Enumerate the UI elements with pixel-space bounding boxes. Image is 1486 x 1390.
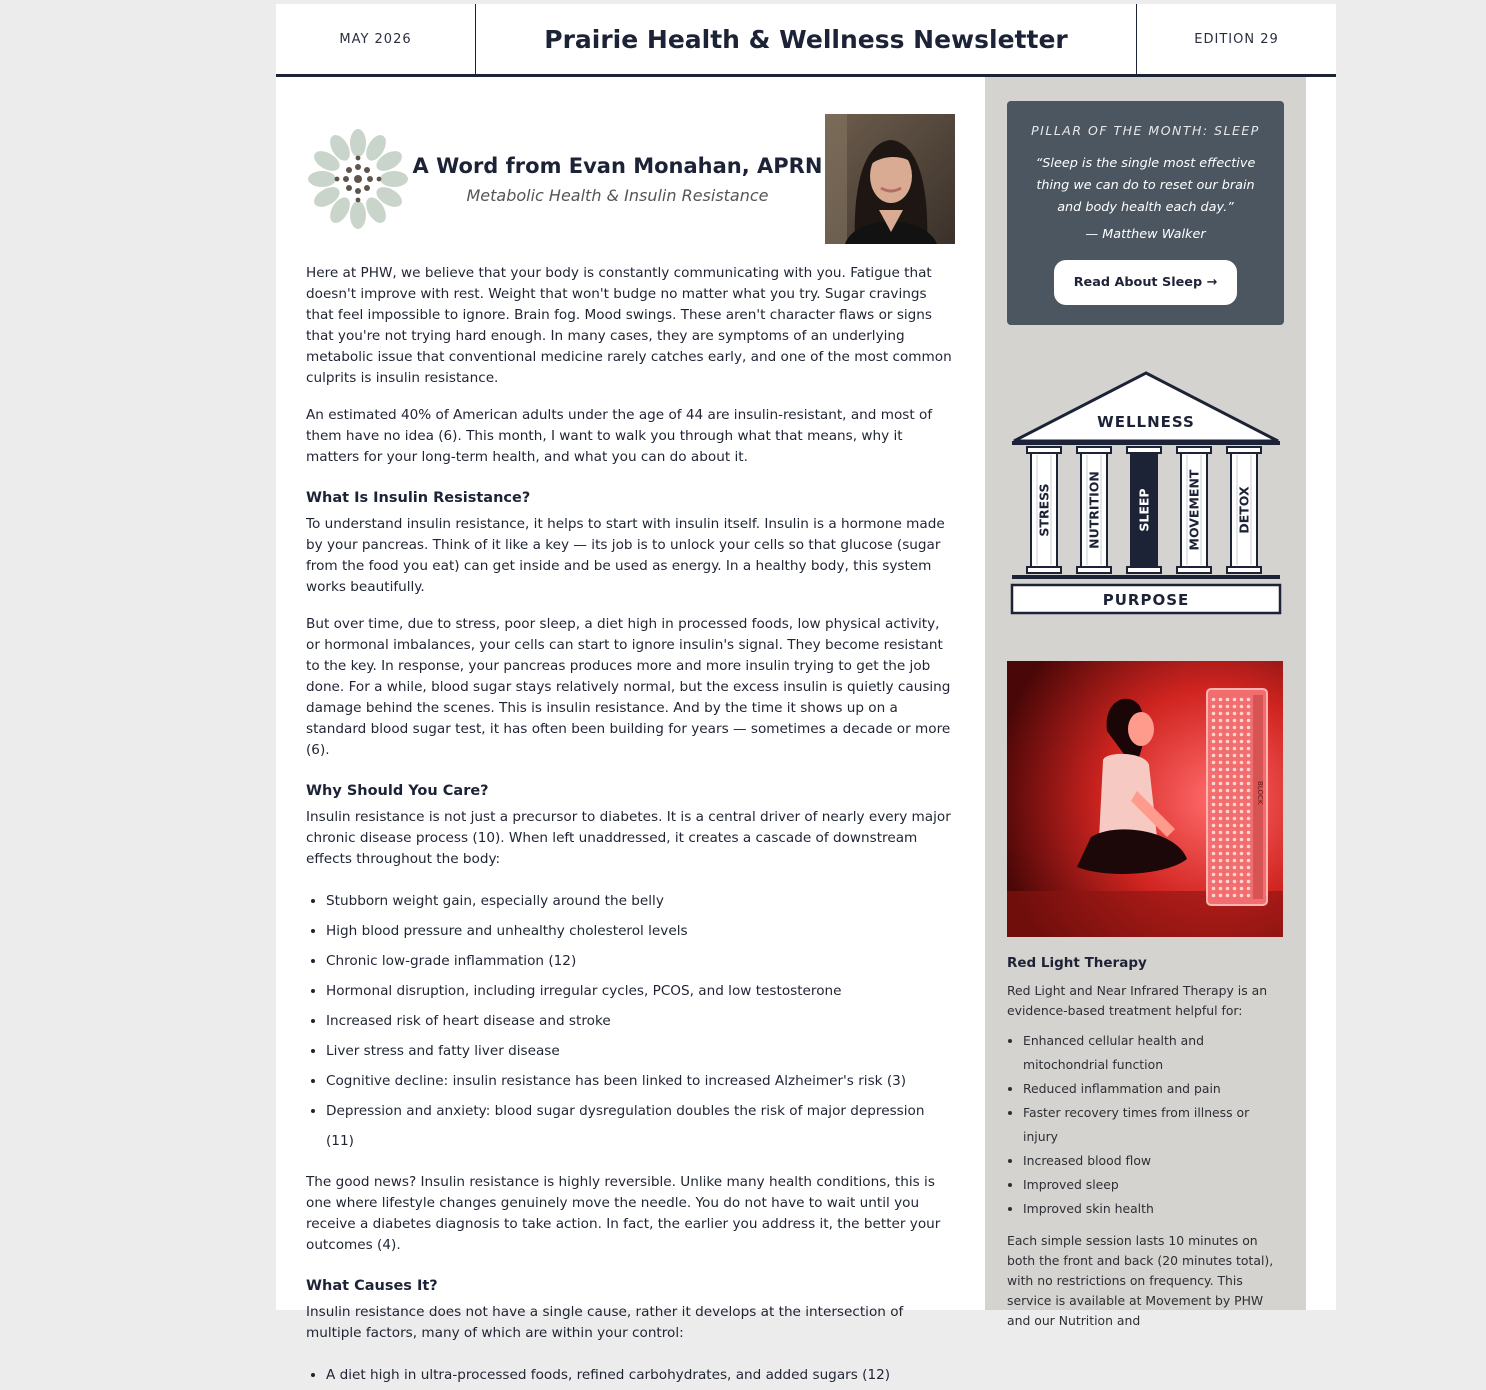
- newsletter: [276, 4, 1336, 1383]
- newsletter-title: Prairie Health & Wellness Newsletter: [544, 24, 1068, 54]
- pillar-detox: [1227, 447, 1261, 573]
- list-item: • Increased risk of heart disease and stroke: [326, 1006, 955, 1036]
- section-heading: What Is Insulin Resistance?: [306, 490, 531, 506]
- pillar-label: STRESS: [1036, 483, 1051, 537]
- author-heading: A Word from Evan Monahan, APRN: [412, 153, 823, 178]
- wellness-temple-diagram: [1008, 369, 1284, 617]
- list-item: • Increased blood flow: [1023, 1149, 1284, 1173]
- paragraph: The good news? Insulin resistance is highly reversible. Unlike many health conditions, this is one where lifestyle changes genuinely move the needle. You do not have to wait until you receive a diabetes diagnosis to take action. In fact, the earlier you address it, the better your outcomes (4).: [306, 1174, 941, 1253]
- list-item: • Enhanced cellular health and mitochondrial function: [1023, 1029, 1284, 1077]
- pillar-movement: [1177, 447, 1211, 573]
- paragraph: Insulin resistance is not just a precursor to diabetes. It is a central driver of nearly every major chronic disease process (10). When left unaddressed, it creates a cascade of downstream effects throughout the body:: [306, 809, 951, 867]
- panel-brand-label: BLOCK: [1256, 781, 1264, 805]
- list-item: • High blood pressure and unhealthy cholesterol levels: [326, 916, 955, 946]
- read-about-sleep-button[interactable]: Read About Sleep →: [1054, 260, 1238, 305]
- paragraph: An estimated 40% of American adults under the age of 44 are insulin-resistant, and most of them have no idea (6). This month, I want to walk you through what that means, why it matters for your long-term health, and what you can do about it.: [306, 407, 933, 465]
- issue-date: MAY 2026: [276, 4, 476, 74]
- pillar-of-month-card: [1007, 101, 1284, 325]
- red-light-title: Red Light Therapy: [1007, 955, 1147, 971]
- pillar-nutrition: [1077, 447, 1111, 573]
- pillar-sleep: [1127, 447, 1161, 573]
- red-light-therapy-photo: [1007, 661, 1283, 937]
- list-item: • Improved sleep: [1023, 1173, 1284, 1197]
- author-portrait: [825, 114, 955, 244]
- list-item: • Hormonal disruption, including irregular cycles, PCOS, and low testosterone: [326, 976, 955, 1006]
- quote-author: — Matthew Walker: [1085, 227, 1206, 242]
- paragraph: To understand insulin resistance, it helps to start with insulin itself. Insulin is a hormone made by your pancreas. Think of it like a key — its job is to unlock your cells so that glucose (sugar from the food you eat) can get inside and be used as energy. In a healthy body, this system works beautifully.: [306, 516, 945, 595]
- effects-list: [306, 886, 955, 1156]
- list-item: • A diet high in ultra-processed foods, refined carbohydrates, and added sugars (12): [326, 1360, 955, 1390]
- list-item: • Faster recovery times from illness or injury: [1023, 1101, 1284, 1149]
- session-info: Each simple session lasts 10 minutes on both the front and back (20 minutes total), with no restrictions on frequency. This service is available at Movement by PHW and our Nutrition and: [1007, 1233, 1274, 1328]
- pillar-label: MOVEMENT: [1186, 469, 1201, 551]
- pillar-label: SLEEP: [1136, 488, 1151, 532]
- list-item: • Liver stress and fatty liver disease: [326, 1036, 955, 1066]
- paragraph: Insulin resistance does not have a single cause, rather it develops at the intersection of multiple factors, many of which are within your control:: [306, 1304, 904, 1341]
- benefits-list: [1007, 1029, 1284, 1221]
- main-article: [276, 77, 985, 1383]
- paragraph: Here at PHW, we believe that your body is constantly communicating with you. Fatigue that doesn't improve with rest. Weight that won't budge no matter what you try. Sugar cravings that feel impossible to ignore. Brain fog. Mood swings. These aren't character flaws or signs that you're not trying hard enough. In many cases, they are symptoms of an underlying metabolic issue that conventional medicine rarely catches early, and one of the most common culprits is insulin resistance.: [306, 265, 952, 386]
- pillar-quote: “Sleep is the single most effective thing we can do to reset our brain and body health each day.”: [1035, 156, 1256, 215]
- pillar-label: NUTRITION: [1086, 471, 1101, 549]
- pillar-label: DETOX: [1236, 486, 1251, 534]
- edition-number: EDITION 29: [1136, 4, 1336, 74]
- list-item: • Chronic low-grade inflammation (12): [326, 946, 955, 976]
- article-subtitle: Metabolic Health & Insulin Resistance: [466, 185, 769, 205]
- pillar-title: PILLAR OF THE MONTH: SLEEP: [1031, 123, 1260, 138]
- list-item: • Improved skin health: [1023, 1197, 1284, 1221]
- list-item: • Reduced inflammation and pain: [1023, 1077, 1284, 1101]
- flower-logo-icon: [306, 127, 410, 231]
- section-heading: What Causes It?: [306, 1278, 438, 1294]
- list-item: • Stubborn weight gain, especially around the belly: [326, 886, 955, 916]
- causes-list: [306, 1360, 955, 1390]
- pillar-stress: [1027, 447, 1061, 573]
- list-item: • Depression and anxiety: blood sugar dysregulation doubles the risk of major depression (11): [326, 1096, 955, 1156]
- sidebar: [985, 77, 1306, 1328]
- masthead: [276, 4, 1336, 77]
- temple-roof-label: WELLNESS: [1096, 413, 1195, 431]
- intro-header: [306, 113, 955, 245]
- list-item: • Cognitive decline: insulin resistance has been linked to increased Alzheimer's risk (3): [326, 1066, 955, 1096]
- temple-base-label: PURPOSE: [1102, 591, 1189, 609]
- red-light-intro: Red Light and Near Infrared Therapy is an evidence-based treatment helpful for:: [1007, 983, 1268, 1018]
- paragraph: But over time, due to stress, poor sleep, a diet high in processed foods, low physical activity, or hormonal imbalances, your cells can start to ignore insulin's signal. They become resistant to the key. In response, your pancreas produces more and more insulin trying to get the job done. For a while, blood sugar stays relatively normal, but the excess insulin is quietly causing damage behind the scenes. This is insulin resistance. And by the time it shows up on a standard blood sugar test, it has often been building for years — sometimes a decade or more (6).: [306, 616, 951, 758]
- section-heading: Why Should You Care?: [306, 783, 489, 799]
